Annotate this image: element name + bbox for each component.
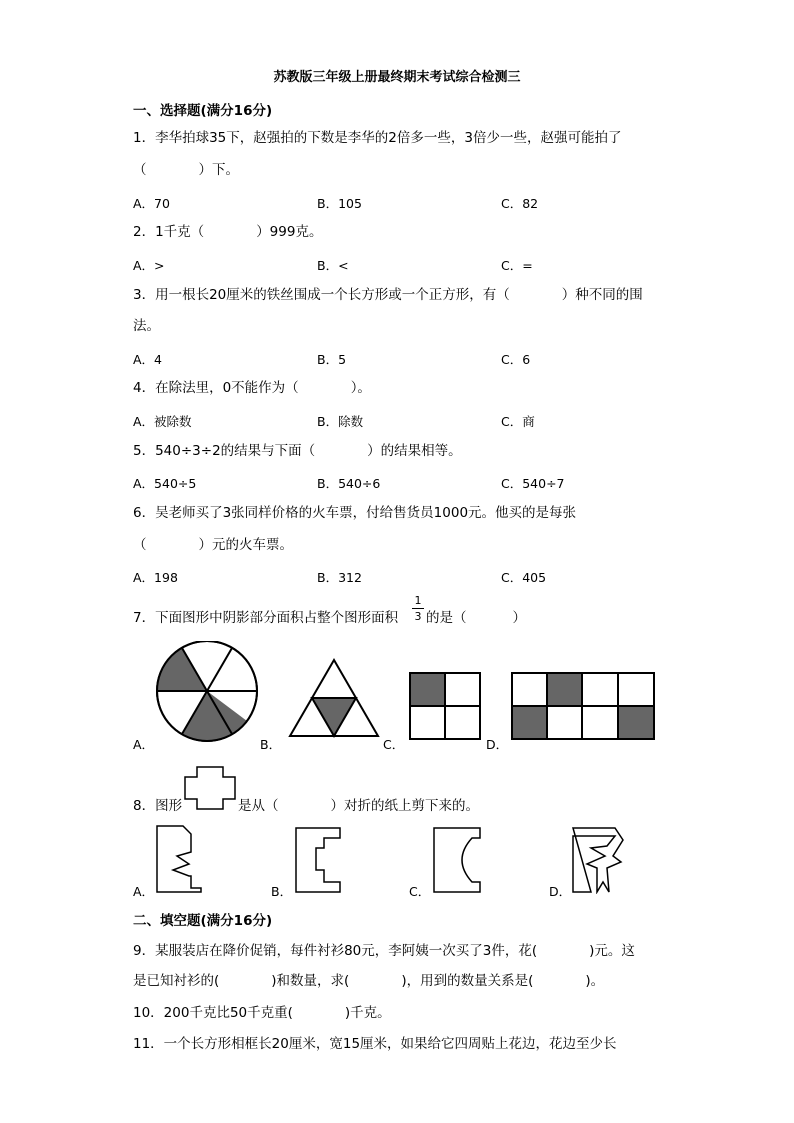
q3-option-c[interactable]: C．6: [501, 352, 531, 367]
q5-option-b[interactable]: B．540÷6: [317, 476, 381, 491]
section-heading-choice: 一、选择题(满分16分): [133, 103, 273, 119]
question-9-text-cont: 是已知衬衫的( )和数量，求( )，用到的数量关系是( )。: [133, 973, 605, 989]
q8-option-a[interactable]: A．: [133, 884, 155, 899]
question-5-text: 5．540÷3÷2的结果与下面（ ）的结果相等。: [133, 443, 462, 459]
q8-option-d[interactable]: D．: [549, 884, 572, 899]
question-1-text: 1．李华拍球35下，赵强拍的下数是李华的2倍多一些，3倍少一些，赵强可能拍了: [133, 130, 622, 146]
q8-option-c[interactable]: C．: [409, 884, 431, 899]
q7-option-b[interactable]: B．: [260, 737, 282, 752]
question-6-text: 6．吴老师买了3张同样价格的火车票，付给售货员1000元。他买的是每张: [133, 505, 577, 521]
q4-option-b[interactable]: B．除数: [317, 414, 364, 429]
section-heading-fill-blank: 二、填空题(满分16分): [133, 913, 273, 929]
q2-option-c[interactable]: C．=: [501, 258, 533, 273]
q7-option-d[interactable]: D．: [486, 737, 509, 752]
question-8-prefix: 8．图形: [133, 798, 183, 814]
q6-option-a[interactable]: A．198: [133, 570, 178, 585]
question-11-text: 11．一个长方形相框长20厘米，宽15厘米，如果给它四周贴上花边，花边至少长: [133, 1036, 617, 1052]
question-2-text: 2．1千克（ ）999克。: [133, 224, 323, 240]
figure-rectangle-grid: [511, 672, 655, 740]
q1-option-a[interactable]: A．70: [133, 196, 170, 211]
question-8-text: 是从（ ）对折的纸上剪下来的。: [238, 798, 479, 814]
question-1-text-cont: （ ）下。: [133, 162, 239, 178]
q1-option-b[interactable]: B．105: [317, 196, 362, 211]
q2-option-a[interactable]: A．>: [133, 258, 165, 273]
q4-option-a[interactable]: A．被除数: [133, 414, 192, 429]
fraction-one-third: 1 3: [412, 594, 424, 623]
figure-folded-steps: [294, 826, 344, 894]
figure-circle-sectors: [154, 641, 260, 745]
q6-option-b[interactable]: B．312: [317, 570, 362, 585]
q4-option-c[interactable]: C．商: [501, 414, 535, 429]
figure-folded-zigzag: [155, 824, 205, 894]
figure-cross-shape: [183, 765, 237, 811]
q3-option-b[interactable]: B．5: [317, 352, 347, 367]
exam-title: 苏教版三年级上册最终期末考试综合检测三: [273, 70, 521, 85]
question-10-text: 10．200千克比50千克重( )千克。: [133, 1005, 391, 1021]
q8-option-b[interactable]: B．: [271, 884, 293, 899]
question-4-text: 4．在除法里，0不能作为（ ）。: [133, 380, 371, 396]
figure-triangle-quarters: [288, 658, 380, 740]
question-7-text-cont: 的是（ ）: [426, 610, 526, 626]
question-6-text-cont: （ ）元的火车票。: [133, 537, 293, 553]
q7-option-c[interactable]: C．: [383, 737, 405, 752]
figure-square-grid: [409, 672, 481, 740]
q3-option-a[interactable]: A．4: [133, 352, 163, 367]
q5-option-a[interactable]: A．540÷5: [133, 476, 197, 491]
q2-option-b[interactable]: B．<: [317, 258, 349, 273]
question-7-text: 7．下面图形中阴影部分面积占整个图形面积: [133, 610, 399, 626]
question-3-text-cont: 法。: [133, 318, 160, 334]
question-9-text: 9．某服装店在降价促销，每件衬衫80元，李阿姨一次买了3件，花( )元。这: [133, 943, 635, 959]
figure-folded-star-cut: [571, 826, 627, 894]
q7-option-a[interactable]: A．: [133, 737, 155, 752]
q1-option-c[interactable]: C．82: [501, 196, 539, 211]
figure-folded-arc: [432, 826, 482, 894]
q5-option-c[interactable]: C．540÷7: [501, 476, 565, 491]
question-3-text: 3．用一根长20厘米的铁丝围成一个长方形或一个正方形，有（ ）种不同的围: [133, 287, 643, 303]
q6-option-c[interactable]: C．405: [501, 570, 547, 585]
